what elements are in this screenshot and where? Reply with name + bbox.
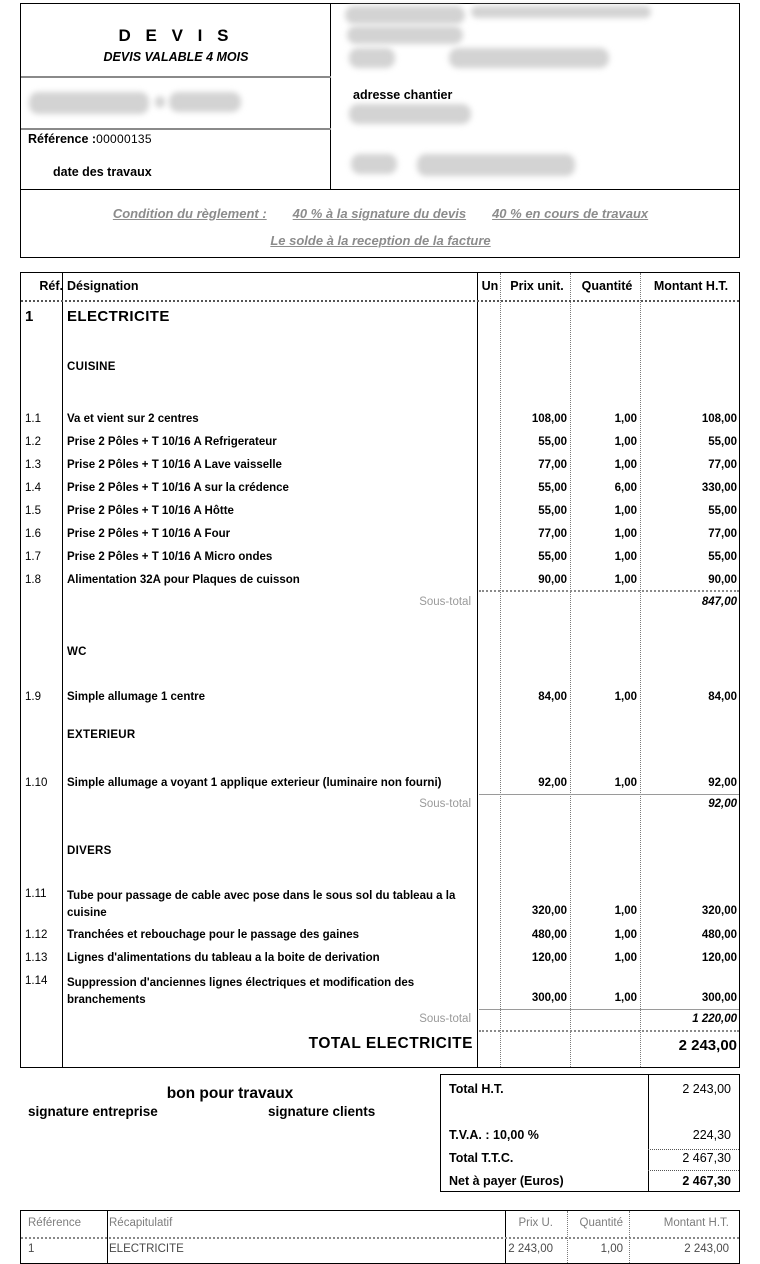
recap-table (20, 1210, 740, 1264)
row-prix: 84,00 (538, 691, 567, 703)
col-rule-prix (500, 273, 502, 1067)
row-prix: 77,00 (538, 528, 567, 540)
redacted-company-dot (155, 96, 165, 108)
row-prix: 108,00 (531, 413, 567, 425)
row-montant: 92,00 (708, 777, 737, 789)
row-desc: Prise 2 Pôles + T 10/16 A Refrigerateur (67, 436, 277, 448)
redacted-client-line2 (347, 26, 463, 44)
column-header-ref: Réf. (39, 279, 63, 293)
conditions-term-2: 40 % en cours de travaux (492, 206, 649, 221)
row-montant: 320,00 (701, 905, 737, 917)
header-separator (21, 300, 739, 302)
section-title-exterieur: EXTERIEUR (67, 729, 136, 741)
conditions-term-1: 40 % à la signature du devis (292, 206, 467, 221)
subtotal-label-cuisine: Sous-total (419, 596, 471, 608)
row-ref: 1.12 (25, 929, 48, 941)
row-ref: 1.2 (25, 436, 41, 448)
adresse-chantier-label: adresse chantier (353, 88, 453, 102)
net-a-payer-label: Net à payer (Euros) (449, 1174, 564, 1188)
row-ref: 1.7 (25, 551, 41, 563)
row-ref: 1.9 (25, 691, 41, 703)
row-qte: 1,00 (614, 929, 637, 941)
recap-header-separator (21, 1237, 739, 1239)
recap-column-header-recapitulatif: Récapitulatif (109, 1217, 173, 1229)
subtotal-amount-divers: 1 220,00 (692, 1013, 737, 1025)
column-header-designation: Désignation (67, 279, 139, 293)
redacted-client-line3a (349, 48, 395, 68)
recap-column-header-reference: Référence (28, 1217, 82, 1229)
totals-rule-1 (648, 1149, 739, 1150)
total-label: TOTAL ELECTRICITE (308, 1035, 473, 1052)
conditions-label: Condition du règlement : (112, 206, 267, 221)
signature-clients-label: signature clients (268, 1104, 376, 1119)
row-ref: 1.6 (25, 528, 41, 540)
row-desc: Lignes d'alimentations du tableau a la boite de derivation (67, 952, 380, 964)
subtotal-label-divers: Sous-total (419, 1013, 471, 1025)
subtotal-amount-exterieur: 92,00 (708, 798, 737, 810)
redacted-client-line3b (449, 48, 609, 68)
row-prix: 480,00 (531, 929, 567, 941)
row-montant: 90,00 (708, 574, 737, 586)
totals-box (440, 1074, 740, 1192)
redacted-site-city-a (351, 154, 397, 174)
recap-row-label: ELECTRICITE (109, 1243, 184, 1255)
tva-label: T.V.A. : 10,00 % (449, 1128, 539, 1142)
redacted-company-detail (169, 92, 241, 112)
column-header-montant: Montant H.T. (653, 279, 729, 293)
row-ref: 1.4 (25, 482, 41, 494)
row-montant: 120,00 (701, 952, 737, 964)
row-qte: 1,00 (614, 905, 637, 917)
redacted-client-line1b (471, 6, 651, 18)
row-montant: 330,00 (701, 482, 737, 494)
row-montant: 84,00 (708, 691, 737, 703)
conditions-term-3: Le solde à la reception de la facture (270, 233, 491, 248)
section-title-cuisine: CUISINE (67, 361, 116, 373)
totals-column-rule (648, 1075, 649, 1191)
row-qte: 1,00 (614, 436, 637, 448)
conditions-line-2 (21, 233, 740, 248)
row-montant: 77,00 (708, 528, 737, 540)
subtotal-amount-cuisine: 847,00 (701, 596, 737, 608)
row-montant: 55,00 (708, 551, 737, 563)
section-title-divers: DIVERS (67, 845, 112, 857)
group-title: ELECTRICITE (67, 308, 170, 325)
row-ref: 1.1 (25, 413, 41, 425)
total-ht-value: 2 243,00 (682, 1082, 731, 1096)
row-prix: 120,00 (531, 952, 567, 964)
row-prix: 320,00 (531, 905, 567, 917)
table-header-row (21, 273, 739, 300)
recap-column-header-prix: Prix U. (518, 1217, 553, 1229)
total-amount: 2 243,00 (678, 1037, 737, 1054)
row-ref: 1.5 (25, 505, 41, 517)
row-prix: 55,00 (538, 482, 567, 494)
signature-entreprise-label: signature entreprise (28, 1104, 158, 1119)
row-desc: Prise 2 Pôles + T 10/16 A Four (67, 528, 231, 540)
col-rule-montant (640, 273, 642, 1067)
row-qte: 1,00 (614, 691, 637, 703)
row-desc: Tube pour passage de cable avec pose dans le sous sol du tableau a la cuisine (67, 890, 456, 919)
recap-column-header-montant: Montant H.T. (663, 1217, 729, 1229)
header-divider-1 (21, 76, 331, 78)
recap-row-ref: 1 (28, 1243, 35, 1255)
row-montant: 77,00 (708, 459, 737, 471)
row-ref: 1.8 (25, 574, 41, 586)
row-qte: 1,00 (614, 777, 637, 789)
group-ref: 1 (25, 308, 34, 325)
tva-value: 224,30 (692, 1128, 731, 1142)
validity-subtitle: DEVIS VALABLE 4 MOIS (103, 50, 249, 64)
conditions-line-1 (21, 206, 740, 221)
row-ref: 1.10 (25, 777, 48, 789)
row-qte: 1,00 (614, 952, 637, 964)
total-ttc-value: 2 467,30 (682, 1151, 731, 1165)
row-montant: 300,00 (701, 992, 737, 1004)
row-qte: 1,00 (614, 505, 637, 517)
payment-conditions (21, 189, 740, 258)
date-travaux-label: date des travaux (53, 165, 152, 179)
row-prix: 55,00 (538, 505, 567, 517)
total-rule (479, 1030, 739, 1032)
row-desc: Simple allumage 1 centre (67, 691, 206, 703)
row-qte: 1,00 (614, 574, 637, 586)
recap-row-montant: 2 243,00 (684, 1243, 729, 1255)
row-desc: Suppression d'anciennes lignes électriques et modification des branchements (67, 977, 415, 1006)
row-prix: 55,00 (538, 551, 567, 563)
column-header-un: Un (481, 279, 499, 293)
row-qte: 1,00 (614, 551, 637, 563)
redacted-company-name (29, 92, 149, 114)
row-prix: 55,00 (538, 436, 567, 448)
subtotal-rule-cuisine (479, 590, 739, 592)
row-qte: 1,00 (614, 992, 637, 1004)
bon-pour-travaux-label: bon pour travaux (166, 1085, 294, 1102)
line-items-table (20, 272, 740, 1068)
row-qte: 1,00 (614, 528, 637, 540)
subtotal-rule-exterieur (479, 794, 739, 795)
row-desc: Simple allumage a voyant 1 applique exterieur (luminaire non fourni) (67, 777, 442, 789)
row-ref: 1.3 (25, 459, 41, 471)
header-divider-2 (21, 128, 331, 130)
header-left-panel (21, 4, 331, 189)
subtotal-label-exterieur: Sous-total (419, 798, 471, 810)
row-desc: Prise 2 Pôles + T 10/16 A Hôtte (67, 505, 234, 517)
row-prix: 77,00 (538, 459, 567, 471)
totals-rule-2 (648, 1170, 739, 1171)
row-ref: 1.13 (25, 952, 48, 964)
row-prix: 92,00 (538, 777, 567, 789)
col-rule-ref (62, 273, 63, 1067)
row-desc: Alimentation 32A pour Plaques de cuisson (67, 574, 300, 586)
row-montant: 108,00 (701, 413, 737, 425)
document-header (20, 3, 740, 258)
row-ref: 1.11 (25, 888, 47, 900)
row-prix: 300,00 (531, 992, 567, 1004)
page-title: D E V I S (118, 26, 234, 45)
reference-label: Référence : (28, 132, 97, 146)
section-title-wc: WC (67, 646, 87, 658)
recap-column-header-quantite: Quantité (579, 1217, 623, 1229)
row-desc: Prise 2 Pôles + T 10/16 A Lave vaisselle (67, 459, 282, 471)
row-qte: 1,00 (614, 413, 637, 425)
row-desc: Prise 2 Pôles + T 10/16 A sur la crédence (67, 482, 289, 494)
header-right-panel (331, 4, 740, 189)
row-desc: Tranchées et rebouchage pour le passage des gaines (67, 929, 360, 941)
column-header-quantite: Quantité (581, 279, 633, 293)
row-prix: 90,00 (538, 574, 567, 586)
redacted-site-city-b (417, 154, 575, 176)
net-a-payer-value: 2 467,30 (682, 1174, 731, 1188)
total-ttc-label: Total T.T.C. (449, 1151, 514, 1165)
row-montant: 55,00 (708, 436, 737, 448)
row-desc: Prise 2 Pôles + T 10/16 A Micro ondes (67, 551, 273, 563)
redacted-client-line1 (345, 6, 465, 24)
recap-row-prix: 2 243,00 (508, 1243, 553, 1255)
row-qte: 1,00 (614, 459, 637, 471)
col-rule-qte (570, 273, 572, 1067)
total-ht-label: Total H.T. (449, 1082, 504, 1096)
reference-row (28, 132, 152, 146)
row-qte: 6,00 (614, 482, 637, 494)
col-rule-un (477, 273, 478, 1067)
row-ref: 1.14 (25, 975, 48, 987)
reference-value: 00000135 (96, 132, 152, 146)
row-desc: Va et vient sur 2 centres (67, 413, 199, 425)
row-montant: 55,00 (708, 505, 737, 517)
row-montant: 480,00 (701, 929, 737, 941)
subtotal-rule-divers (479, 1009, 739, 1010)
recap-row-qte: 1,00 (600, 1243, 623, 1255)
column-header-prix: Prix unit. (510, 279, 564, 293)
redacted-site-address (349, 104, 471, 124)
